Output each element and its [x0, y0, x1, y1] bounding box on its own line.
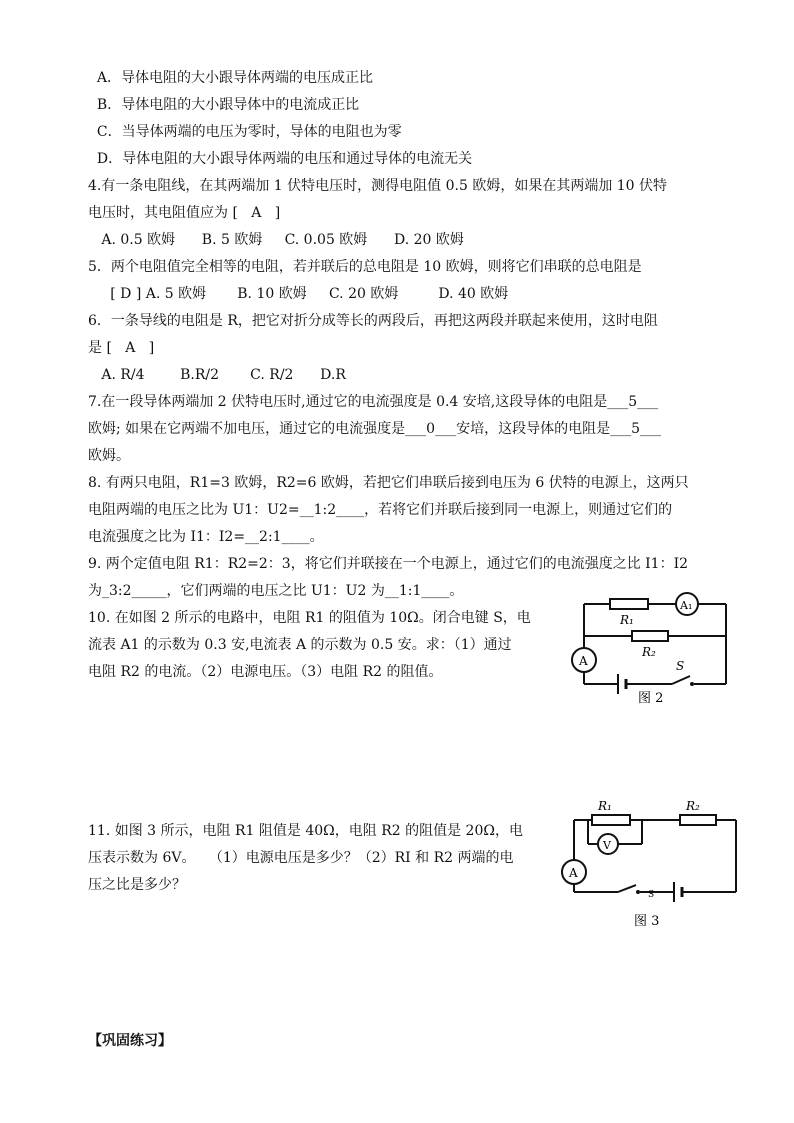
q11-line-3: 压之比是多少？ — [88, 877, 186, 893]
switch-s-icon — [636, 890, 640, 894]
figure-3-caption: 图 3 — [634, 914, 660, 929]
resistor-r1 — [592, 815, 630, 825]
label-r2: R₂ — [686, 799, 700, 813]
label-r1: R₁ — [598, 799, 612, 813]
q11-line-1: 11. 如图 3 所示，电阻 R1 阻值是 40Ω，电阻 R2 的阻值是 20Ω，电 — [88, 823, 523, 839]
q3-option-d: D．导体电阻的大小跟导体两端的电压和通过导体的电流无关 — [88, 151, 473, 167]
q6-stem: 6．一条导线的电阻是 R，把它对折分成等长的两段后，再把这两段并联起来使用，这时电阻 — [88, 313, 658, 329]
resistor-r1 — [610, 599, 648, 609]
label-r1: R₁ — [620, 613, 634, 627]
label-a1: A₁ — [680, 599, 693, 612]
q5-options: [ D ] A. 5 欧姆 B. 10 欧姆 C. 20 欧姆 D. 40 欧姆 — [88, 286, 509, 302]
q3-option-b: B．导体电阻的大小跟导体中的电流成正比 — [88, 97, 360, 113]
label-r2: R₂ — [642, 645, 656, 659]
q10-line-2: 流表 A1 的示数为 0.3 安,电流表 A 的示数为 0.5 安。求：（1）通过 — [88, 637, 512, 653]
q6-options: A. R/4 B.R/2 C. R/2 D.R — [88, 367, 346, 383]
label-a: A — [569, 866, 578, 880]
q7-line-1: 7.在一段导体两端加 2 伏特电压时,通过它的电流强度是 0.4 安培,这段导体的电阻是___5___ — [88, 394, 659, 410]
switch-s-icon — [690, 682, 694, 686]
label-v: V — [603, 839, 611, 852]
q11-line-2: 压表示数为 6V。 （1）电源电压是多少？（2）RI 和 R2 两端的电 — [88, 850, 514, 866]
label-s: S — [676, 659, 685, 673]
q9-line-1: 9. 两个定值电阻 R1：R2=2：3，将它们并联接在一个电源上，通过它们的电流强度之比 I1：I2 — [88, 556, 689, 572]
q4-stem: 4.有一条电阻线，在其两端加 1 伏特电压时，测得电阻值 0.5 欧姆，如果在其两端加 10 伏特 — [88, 178, 668, 194]
q7-line-2: 欧姆; 如果在它两端不加电压，通过它的电流强度是___0___安培，这段导体的电阻是___5___ — [88, 421, 661, 437]
figure-2-caption: 图 2 — [638, 691, 664, 706]
label-a: A — [579, 654, 588, 668]
q5-stem: 5．两个电阻值完全相等的电阻，若并联后的总电阻是 10 欧姆，则将它们串联的总电阻是 — [88, 259, 642, 275]
battery-icon — [674, 882, 682, 902]
q8-line-2: 电阻两端的电压之比为 U1：U2=__1:2____，若将它们并联后接到同一电源上，则通过它们的 — [88, 502, 673, 518]
resistor-r2 — [680, 815, 716, 825]
q3-option-a: A．导体电阻的大小跟导体两端的电压成正比 — [88, 70, 374, 86]
q7-line-3: 欧姆。 — [88, 448, 130, 464]
q9-line-2: 为_3:2_____，它们两端的电压之比 U1：U2 为__1:1____。 — [88, 583, 464, 599]
q10-line-1: 10. 在如图 2 所示的电路中，电阻 R1 的阻值为 10Ω。闭合电键 S，电 — [88, 610, 531, 626]
q3-option-c: C．当导体两端的电压为零时，导体的电阻也为零 — [88, 124, 402, 140]
section-title-consolidation: 【巩固练习】 — [88, 1033, 172, 1049]
figure-3-circuit — [556, 794, 742, 934]
q6-stem-cont: 是 [ A ] — [88, 340, 155, 356]
q10-line-3: 电阻 R2 的电流。（2）电源电压。（3）电阻 R2 的阻值。 — [88, 664, 443, 680]
resistor-r2 — [632, 631, 668, 641]
battery-icon — [618, 674, 626, 694]
label-s: S — [648, 890, 655, 900]
q4-stem-cont: 电压时，其电阻值应为 [ A ] — [88, 205, 281, 221]
q4-options: A. 0.5 欧姆 B. 5 欧姆 C. 0.05 欧姆 D. 20 欧姆 — [88, 232, 464, 248]
figure-2-circuit — [560, 590, 740, 710]
q8-line-3: 电流强度之比为 I1：I2=__2:1____。 — [88, 529, 324, 545]
q8-line-1: 8. 有两只电阻，R1=3 欧姆，R2=6 欧姆，若把它们串联后接到电压为 6 伏特的电源上，这两只 — [88, 475, 689, 491]
